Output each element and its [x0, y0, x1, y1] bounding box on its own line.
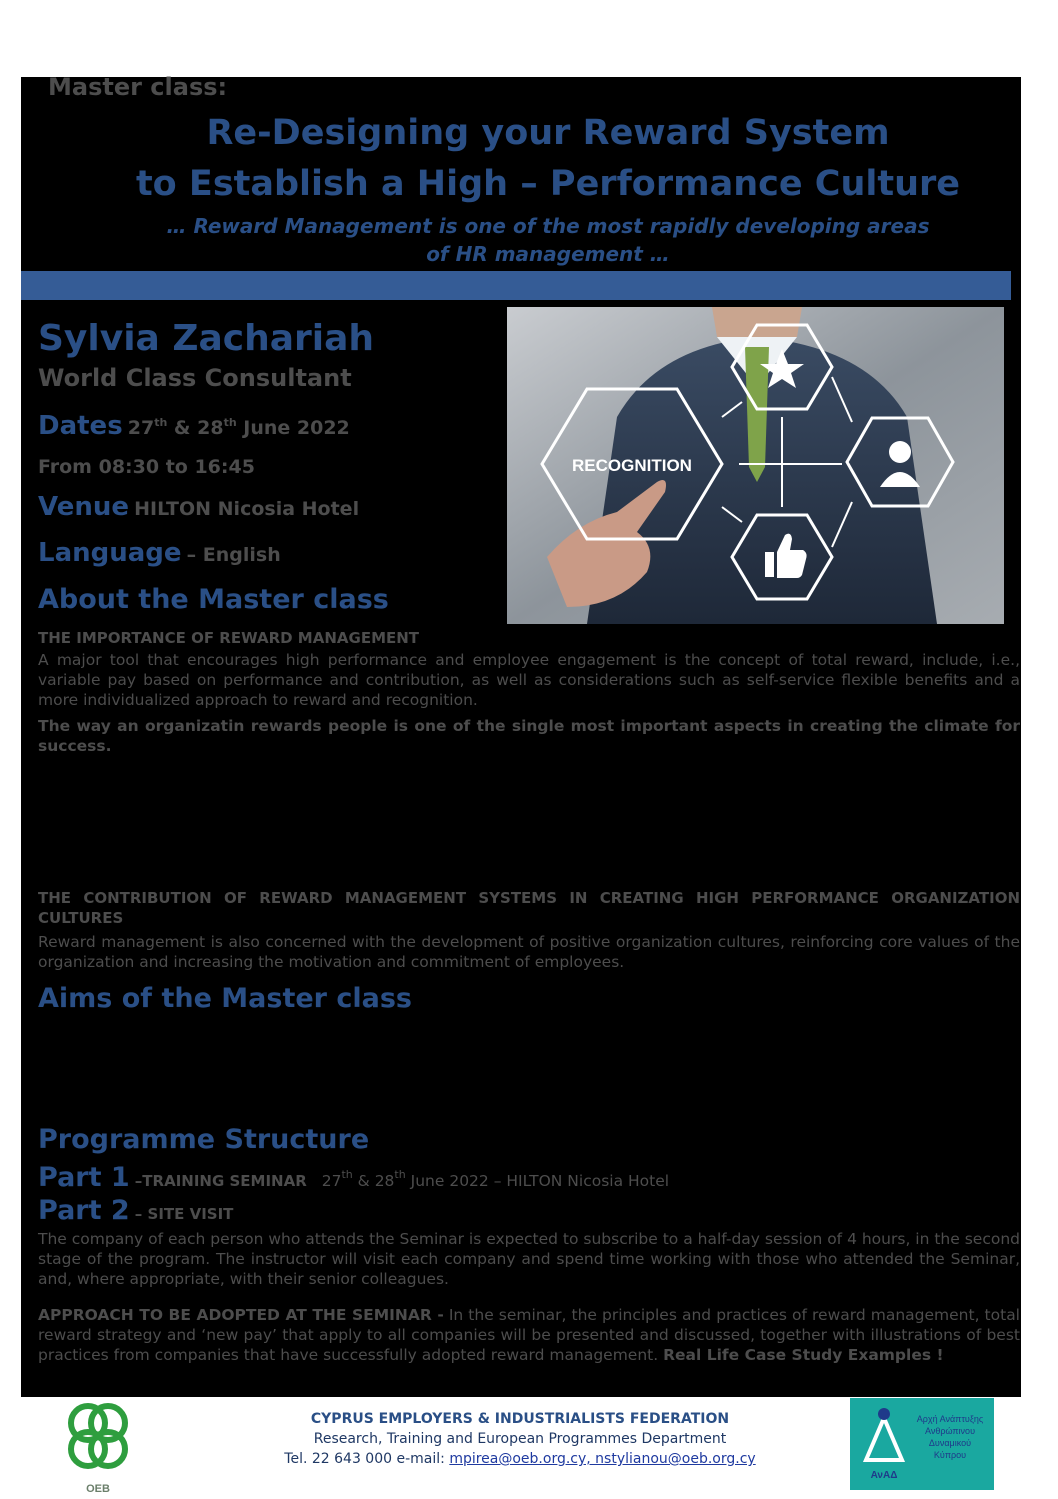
accent-band — [21, 271, 1011, 300]
language-label: Language — [38, 538, 182, 568]
presenter-role: World Class Consultant — [38, 364, 352, 392]
svg-text:Ανθρώπινου: Ανθρώπινου — [924, 1426, 976, 1436]
footer-contact: Tel. 22 643 000 e-mail: mpirea@oeb.org.cy, nstylianou@oeb.org.cy — [284, 1451, 756, 1467]
about-heading: About the Master class — [38, 584, 389, 615]
svg-text:OEB: OEB — [86, 1483, 110, 1495]
svg-text:Κύπρου: Κύπρου — [933, 1450, 967, 1460]
approach-label: APPROACH TO BE ADOPTED AT THE SEMINAR - — [38, 1306, 444, 1324]
recognition-photo — [507, 307, 1004, 624]
dates-label: Dates — [38, 411, 123, 441]
section1-text: A major tool that encourages high performance and employee engagement is the concept of total reward, include, i.e., variable pay based on performance and contribution, as well as considerations such as self-service flexible benefits and a more individualized approach to reward and recognition. — [38, 651, 1020, 709]
oeb-logo — [58, 1399, 138, 1495]
footer-org: CYPRUS EMPLOYERS & INDUSTRIALISTS FEDERATION — [310, 1411, 730, 1427]
presenter-name: Sylvia Zachariah — [38, 318, 375, 359]
part2-label: Part 2 — [38, 1195, 130, 1226]
dates-row — [38, 411, 350, 441]
language-row — [38, 538, 281, 568]
footer-dept: Research, Training and European Programmes Department — [313, 1431, 727, 1447]
part2-kind: – SITE VISIT — [134, 1205, 234, 1223]
dates-value: 27th & 28th June 2022 — [127, 416, 350, 439]
part1-label: Part 1 — [38, 1162, 130, 1193]
approach-bold: Real Life Case Study Examples ! — [663, 1346, 944, 1364]
subtitle-line-2: of HR management … — [426, 242, 670, 266]
footer-emails[interactable]: mpirea@oeb.org.cy, nstylianou@oeb.org.cy — [449, 1451, 756, 1467]
venue-row — [38, 492, 359, 522]
svg-text:Δυναμικού: Δυναμικού — [928, 1438, 972, 1448]
part2-text: The company of each person who attends the Seminar is expected to subscribe to a half-day session of 4 hours, in the second stage of the program. The instructor will visit each company and spend time working with those who attended the Seminar, and, where appropriate, with their senior colleagues. — [38, 1230, 1020, 1288]
section2-title: THE CONTRIBUTION OF REWARD MANAGEMENT SYSTEMS IN CREATING HIGH PERFORMANCE ORGANIZATION CULTURES — [38, 889, 1020, 927]
section1-bold: The way an organizatin rewards people is one of the single most important aspects in creating the climate for success. — [38, 717, 1020, 755]
svg-text:Αρχή Ανάπτυξης: Αρχή Ανάπτυξης — [916, 1414, 984, 1424]
programme-heading: Programme Structure — [38, 1124, 370, 1155]
svg-text:ΑνΑΔ: ΑνΑΔ — [870, 1470, 898, 1481]
title-line-1: Re-Designing your Reward System — [206, 113, 890, 153]
venue-label: Venue — [38, 492, 129, 522]
section2-text: Reward management is also concerned with the development of positive organization cultures, reinforcing core values of the organization and increasing the motivation and commitment of employees. — [38, 933, 1020, 971]
venue-value: HILTON Nicosia Hotel — [134, 498, 360, 520]
language-value: – English — [186, 544, 281, 566]
part1-details: 27th & 28th June 2022 – HILTON Nicosia Hotel — [321, 1168, 670, 1190]
part2-row — [38, 1195, 233, 1226]
section1-title: THE IMPORTANCE OF REWARD MANAGEMENT — [38, 629, 420, 647]
aims-heading: Aims of the Master class — [38, 983, 413, 1014]
recognition-label: RECOGNITION — [572, 456, 692, 475]
time-value: From 08:30 to 16:45 — [38, 456, 255, 478]
title-line-2: to Establish a High – Performance Culture — [135, 164, 961, 204]
approach-paragraph: APPROACH TO BE ADOPTED AT THE SEMINAR - In the seminar, the principles and practices of reward management, total reward strategy and ‘new pay’ that apply to all companies will be presented and discussed, together with illustrations of best practices from companies that have successfully adopted reward management. Real Life Case Study Examples ! — [38, 1306, 1020, 1364]
subtitle-line-1: … Reward Management is one of the most rapidly developing areas — [166, 214, 930, 238]
part1-row — [38, 1162, 669, 1193]
anad-logo — [850, 1398, 994, 1490]
part1-kind: –TRAINING SEMINAR — [134, 1172, 307, 1190]
kicker: Master class: — [48, 73, 228, 101]
